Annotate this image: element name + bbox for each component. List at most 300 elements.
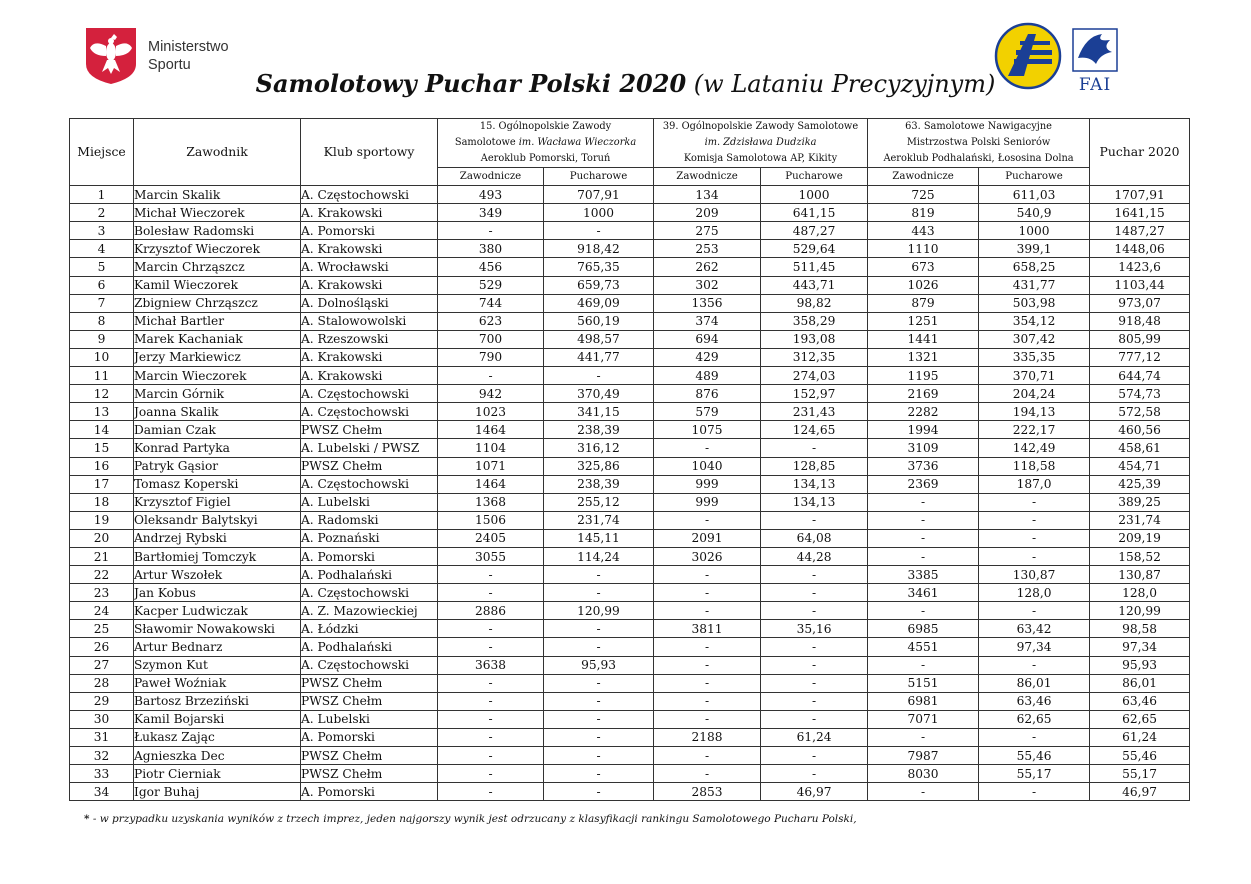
cell-event1-competition: 3055: [438, 547, 544, 565]
cell-place: 4: [70, 240, 134, 258]
cell-event2-cup: -: [761, 439, 868, 457]
cell-event1-competition: 700: [438, 330, 544, 348]
header-event-3: 63. Samolotowe Nawigacyjne Mistrzostwa Polski Seniorów Aeroklub Podhalański, Łososina Dolna: [868, 119, 1090, 168]
cell-event1-cup: 95,93: [544, 656, 654, 674]
cell-cup-total: 1423,6: [1090, 258, 1190, 276]
cell-event2-cup: 134,13: [761, 493, 868, 511]
cell-event2-competition: 2091: [654, 529, 761, 547]
cell-event2-cup: 641,15: [761, 204, 868, 222]
cell-place: 29: [70, 692, 134, 710]
cell-event3-competition: 2369: [868, 475, 979, 493]
cell-event1-competition: 380: [438, 240, 544, 258]
cell-event2-competition: 876: [654, 385, 761, 403]
cell-cup-total: 918,48: [1090, 312, 1190, 330]
cell-club: A. Radomski: [301, 511, 438, 529]
cell-place: 32: [70, 747, 134, 765]
cell-event2-cup: 44,28: [761, 547, 868, 565]
cell-cup-total: 460,56: [1090, 421, 1190, 439]
table-row: [70, 710, 1190, 728]
cell-event1-competition: -: [438, 674, 544, 692]
results-body: [70, 186, 1190, 801]
cell-event3-cup: -: [979, 547, 1090, 565]
cell-place: 8: [70, 312, 134, 330]
subheader-cup-points: Pucharowe: [979, 168, 1090, 186]
cell-event3-cup: 503,98: [979, 294, 1090, 312]
cell-event1-competition: 493: [438, 186, 544, 204]
cell-event3-competition: 725: [868, 186, 979, 204]
cell-club: PWSZ Chełm: [301, 747, 438, 765]
table-row: [70, 312, 1190, 330]
cell-place: 33: [70, 765, 134, 783]
cell-pilot: Marcin Chrząszcz: [134, 258, 301, 276]
cell-event2-cup: 312,35: [761, 348, 868, 366]
cell-event1-cup: 560,19: [544, 312, 654, 330]
cell-event3-competition: 5151: [868, 674, 979, 692]
subheader-competition: Zawodnicze: [438, 168, 544, 186]
header-event-1: 15. Ogólnopolskie Zawody Samolotowe im. Wacława Wieczorka Aeroklub Pomorski, Toruń: [438, 119, 654, 168]
cell-pilot: Marek Kachaniak: [134, 330, 301, 348]
cell-event1-cup: 316,12: [544, 439, 654, 457]
cell-event2-competition: 489: [654, 367, 761, 385]
cell-event2-cup: 128,85: [761, 457, 868, 475]
cell-event1-cup: -: [544, 367, 654, 385]
cell-event1-competition: -: [438, 783, 544, 801]
cell-event2-competition: 134: [654, 186, 761, 204]
cell-event3-cup: -: [979, 783, 1090, 801]
cell-event3-cup: 204,24: [979, 385, 1090, 403]
cell-event2-cup: -: [761, 710, 868, 728]
cell-place: 18: [70, 493, 134, 511]
cell-club: A. Częstochowski: [301, 656, 438, 674]
subheader-competition: Zawodnicze: [654, 168, 761, 186]
cell-event1-cup: 707,91: [544, 186, 654, 204]
table-row: [70, 475, 1190, 493]
cell-event2-competition: 579: [654, 403, 761, 421]
cell-event1-cup: -: [544, 566, 654, 584]
fai-eagle-icon: [1072, 28, 1118, 72]
cell-event3-competition: -: [868, 547, 979, 565]
header-pilot: Zawodnik: [134, 119, 301, 186]
cell-cup-total: 120,99: [1090, 602, 1190, 620]
cell-event3-cup: -: [979, 493, 1090, 511]
ministry-name-line2: Sportu: [148, 57, 191, 73]
cell-pilot: Krzysztof Wieczorek: [134, 240, 301, 258]
cell-pilot: Patryk Gąsior: [134, 457, 301, 475]
cell-event3-competition: 3736: [868, 457, 979, 475]
page-title: [0, 66, 1251, 102]
cell-event2-competition: -: [654, 511, 761, 529]
cell-pilot: Sławomir Nowakowski: [134, 620, 301, 638]
cell-place: 16: [70, 457, 134, 475]
cell-event3-competition: 443: [868, 222, 979, 240]
cell-pilot: Łukasz Zając: [134, 728, 301, 746]
cell-club: A. Pomorski: [301, 783, 438, 801]
ministry-name-line1: Ministerstwo: [148, 39, 229, 55]
cell-event1-competition: 1464: [438, 421, 544, 439]
cell-club: A. Krakowski: [301, 240, 438, 258]
cell-event1-competition: -: [438, 710, 544, 728]
cell-pilot: Oleksandr Balytskyi: [134, 511, 301, 529]
cell-event2-competition: -: [654, 747, 761, 765]
cell-pilot: Bolesław Radomski: [134, 222, 301, 240]
cell-event1-cup: -: [544, 584, 654, 602]
cell-event3-cup: 142,49: [979, 439, 1090, 457]
footnote-mark: *: [84, 813, 90, 825]
cell-event2-cup: -: [761, 584, 868, 602]
cell-event2-competition: 374: [654, 312, 761, 330]
cell-event2-competition: 694: [654, 330, 761, 348]
cell-event3-competition: 8030: [868, 765, 979, 783]
cell-event2-cup: -: [761, 765, 868, 783]
cell-club: PWSZ Chełm: [301, 692, 438, 710]
cell-pilot: Michał Bartler: [134, 312, 301, 330]
cell-event2-competition: -: [654, 638, 761, 656]
table-row: [70, 403, 1190, 421]
table-row: [70, 385, 1190, 403]
table-row: [70, 747, 1190, 765]
cell-pilot: Jerzy Markiewicz: [134, 348, 301, 366]
cell-place: 11: [70, 367, 134, 385]
cell-event3-competition: 3461: [868, 584, 979, 602]
cell-event1-cup: 255,12: [544, 493, 654, 511]
cell-pilot: Marcin Górnik: [134, 385, 301, 403]
cell-event3-cup: 540,9: [979, 204, 1090, 222]
cell-cup-total: 1103,44: [1090, 276, 1190, 294]
cell-event1-competition: -: [438, 692, 544, 710]
cell-cup-total: 62,65: [1090, 710, 1190, 728]
cell-event1-cup: -: [544, 765, 654, 783]
cell-event1-cup: 120,99: [544, 602, 654, 620]
cell-event1-competition: -: [438, 584, 544, 602]
cell-club: A. Stalowowolski: [301, 312, 438, 330]
cell-event1-competition: 1368: [438, 493, 544, 511]
cell-event2-cup: 529,64: [761, 240, 868, 258]
aeroklub-logo-icon: [994, 22, 1062, 90]
cell-club: A. Pomorski: [301, 222, 438, 240]
cell-event3-competition: -: [868, 602, 979, 620]
cell-cup-total: 130,87: [1090, 566, 1190, 584]
cell-event1-cup: 659,73: [544, 276, 654, 294]
cell-place: 25: [70, 620, 134, 638]
cell-event3-cup: 354,12: [979, 312, 1090, 330]
cell-club: A. Lubelski / PWSZ: [301, 439, 438, 457]
cell-club: A. Pomorski: [301, 547, 438, 565]
cell-event2-cup: 152,97: [761, 385, 868, 403]
cell-event2-competition: -: [654, 566, 761, 584]
cell-event3-cup: 55,17: [979, 765, 1090, 783]
cell-event3-competition: -: [868, 529, 979, 547]
cell-event1-competition: -: [438, 747, 544, 765]
cell-event2-competition: -: [654, 765, 761, 783]
table-row: [70, 674, 1190, 692]
footnote-text: - w przypadku uzyskania wyników z trzech imprez, jeden najgorszy wynik jest odrzucany z klasyfikacji rankingu Samolotowego Pucharu Polski,: [89, 813, 857, 825]
cell-event2-cup: -: [761, 511, 868, 529]
results-table: [69, 118, 1190, 801]
cell-event3-cup: 611,03: [979, 186, 1090, 204]
cell-place: 3: [70, 222, 134, 240]
cell-pilot: Kamil Bojarski: [134, 710, 301, 728]
cell-event1-competition: -: [438, 620, 544, 638]
cell-event2-cup: 64,08: [761, 529, 868, 547]
table-row: [70, 258, 1190, 276]
cell-event1-cup: -: [544, 783, 654, 801]
cell-event1-cup: 370,49: [544, 385, 654, 403]
cell-event2-competition: -: [654, 602, 761, 620]
table-row: [70, 529, 1190, 547]
cell-event1-cup: -: [544, 674, 654, 692]
cell-event3-cup: 128,0: [979, 584, 1090, 602]
cell-event3-cup: -: [979, 656, 1090, 674]
cell-event1-competition: 1506: [438, 511, 544, 529]
table-row: [70, 728, 1190, 746]
cell-cup-total: 55,46: [1090, 747, 1190, 765]
cell-place: 30: [70, 710, 134, 728]
cell-event2-cup: 61,24: [761, 728, 868, 746]
cell-event1-cup: -: [544, 710, 654, 728]
cell-place: 28: [70, 674, 134, 692]
cell-event2-competition: 1040: [654, 457, 761, 475]
cell-event1-cup: 114,24: [544, 547, 654, 565]
cell-event2-cup: 98,82: [761, 294, 868, 312]
cell-club: A. Częstochowski: [301, 403, 438, 421]
cell-place: 1: [70, 186, 134, 204]
table-row: [70, 783, 1190, 801]
cell-cup-total: 46,97: [1090, 783, 1190, 801]
cell-place: 14: [70, 421, 134, 439]
cell-event1-competition: 456: [438, 258, 544, 276]
cell-club: A. Częstochowski: [301, 385, 438, 403]
cell-cup-total: 1448,06: [1090, 240, 1190, 258]
cell-event2-cup: -: [761, 674, 868, 692]
table-row: [70, 457, 1190, 475]
cell-cup-total: 805,99: [1090, 330, 1190, 348]
header-club: Klub sportowy: [301, 119, 438, 186]
table-row: [70, 638, 1190, 656]
cell-event2-competition: 2188: [654, 728, 761, 746]
table-row: [70, 294, 1190, 312]
cell-event1-cup: 1000: [544, 204, 654, 222]
cell-cup-total: 973,07: [1090, 294, 1190, 312]
cell-place: 19: [70, 511, 134, 529]
title-main: Samolotowy Puchar Polski 2020: [255, 69, 687, 98]
cell-event3-cup: 130,87: [979, 566, 1090, 584]
cell-event1-cup: 238,39: [544, 475, 654, 493]
table-row: [70, 240, 1190, 258]
cell-event2-competition: 275: [654, 222, 761, 240]
cell-cup-total: 389,25: [1090, 493, 1190, 511]
cell-cup-total: 572,58: [1090, 403, 1190, 421]
cell-pilot: Andrzej Rybski: [134, 529, 301, 547]
cell-event1-cup: 325,86: [544, 457, 654, 475]
cell-club: A. Krakowski: [301, 348, 438, 366]
cell-club: A. Poznański: [301, 529, 438, 547]
cell-club: A. Lubelski: [301, 710, 438, 728]
cell-event2-competition: 429: [654, 348, 761, 366]
table-row: [70, 330, 1190, 348]
table-row: [70, 421, 1190, 439]
cell-event2-cup: 124,65: [761, 421, 868, 439]
cell-event3-competition: 673: [868, 258, 979, 276]
table-row: [70, 348, 1190, 366]
cell-event3-cup: 307,42: [979, 330, 1090, 348]
cell-club: A. Wrocławski: [301, 258, 438, 276]
cell-event3-competition: 819: [868, 204, 979, 222]
cell-pilot: Agnieszka Dec: [134, 747, 301, 765]
cell-event3-competition: 6985: [868, 620, 979, 638]
cell-event3-competition: 3109: [868, 439, 979, 457]
cell-pilot: Paweł Woźniak: [134, 674, 301, 692]
cell-event2-competition: -: [654, 710, 761, 728]
footnote: [84, 813, 857, 825]
cell-event2-cup: 231,43: [761, 403, 868, 421]
cell-event2-competition: 3811: [654, 620, 761, 638]
cell-event1-competition: 1023: [438, 403, 544, 421]
cell-place: 31: [70, 728, 134, 746]
cell-event3-cup: 431,77: [979, 276, 1090, 294]
cell-pilot: Bartosz Brzeziński: [134, 692, 301, 710]
cell-cup-total: 98,58: [1090, 620, 1190, 638]
cell-event2-cup: 1000: [761, 186, 868, 204]
cell-place: 10: [70, 348, 134, 366]
cell-pilot: Piotr Cierniak: [134, 765, 301, 783]
cell-pilot: Tomasz Koperski: [134, 475, 301, 493]
table-row: [70, 367, 1190, 385]
table-row: [70, 765, 1190, 783]
cell-place: 15: [70, 439, 134, 457]
cell-event1-competition: 942: [438, 385, 544, 403]
cell-club: A. Rzeszowski: [301, 330, 438, 348]
cell-event3-competition: 6981: [868, 692, 979, 710]
subheader-cup-points: Pucharowe: [544, 168, 654, 186]
cell-cup-total: 61,24: [1090, 728, 1190, 746]
cell-cup-total: 574,73: [1090, 385, 1190, 403]
cell-pilot: Joanna Skalik: [134, 403, 301, 421]
cell-event1-competition: -: [438, 222, 544, 240]
cell-event1-competition: 529: [438, 276, 544, 294]
cell-pilot: Szymon Kut: [134, 656, 301, 674]
cell-place: 9: [70, 330, 134, 348]
cell-cup-total: 644,74: [1090, 367, 1190, 385]
table-row: [70, 204, 1190, 222]
cell-event3-competition: 1441: [868, 330, 979, 348]
cell-event1-competition: 1104: [438, 439, 544, 457]
cell-club: A. Łódzki: [301, 620, 438, 638]
cell-cup-total: 128,0: [1090, 584, 1190, 602]
cell-cup-total: 425,39: [1090, 475, 1190, 493]
cell-event3-cup: -: [979, 728, 1090, 746]
cell-place: 7: [70, 294, 134, 312]
cell-event3-cup: -: [979, 529, 1090, 547]
cell-event1-cup: -: [544, 638, 654, 656]
cell-event1-competition: 349: [438, 204, 544, 222]
table-row: [70, 511, 1190, 529]
cell-event3-competition: 1026: [868, 276, 979, 294]
table-row: [70, 493, 1190, 511]
cell-event1-competition: 744: [438, 294, 544, 312]
cell-event3-competition: 4551: [868, 638, 979, 656]
cell-event3-cup: 86,01: [979, 674, 1090, 692]
cell-event2-competition: 253: [654, 240, 761, 258]
cell-event1-competition: -: [438, 728, 544, 746]
cell-event2-competition: 999: [654, 475, 761, 493]
cell-place: 22: [70, 566, 134, 584]
cell-event1-competition: 2405: [438, 529, 544, 547]
cell-event1-cup: 918,42: [544, 240, 654, 258]
cell-event1-competition: -: [438, 566, 544, 584]
cell-club: PWSZ Chełm: [301, 457, 438, 475]
cell-place: 26: [70, 638, 134, 656]
cell-event1-cup: 341,15: [544, 403, 654, 421]
header-cup: Puchar 2020: [1090, 119, 1190, 186]
cell-event1-cup: 238,39: [544, 421, 654, 439]
cell-event2-cup: 511,45: [761, 258, 868, 276]
cell-cup-total: 1487,27: [1090, 222, 1190, 240]
cell-event3-competition: 1110: [868, 240, 979, 258]
table-row: [70, 656, 1190, 674]
cell-pilot: Bartłomiej Tomczyk: [134, 547, 301, 565]
cell-event3-competition: -: [868, 783, 979, 801]
cell-event2-cup: 35,16: [761, 620, 868, 638]
cell-cup-total: 1641,15: [1090, 204, 1190, 222]
cell-pilot: Kacper Ludwiczak: [134, 602, 301, 620]
cell-club: A. Podhalański: [301, 566, 438, 584]
cell-cup-total: 454,71: [1090, 457, 1190, 475]
cell-place: 21: [70, 547, 134, 565]
cell-event1-cup: 765,35: [544, 258, 654, 276]
cell-place: 20: [70, 529, 134, 547]
cell-club: A. Krakowski: [301, 367, 438, 385]
cell-event2-cup: 443,71: [761, 276, 868, 294]
cell-event2-competition: 209: [654, 204, 761, 222]
cell-event2-competition: 2853: [654, 783, 761, 801]
cell-event3-competition: -: [868, 493, 979, 511]
cell-event2-competition: -: [654, 656, 761, 674]
cell-event3-cup: 658,25: [979, 258, 1090, 276]
cell-event1-cup: -: [544, 728, 654, 746]
cell-place: 6: [70, 276, 134, 294]
cell-event2-cup: -: [761, 692, 868, 710]
cell-event3-cup: -: [979, 602, 1090, 620]
cell-event2-competition: 1356: [654, 294, 761, 312]
fai-logo: [1072, 28, 1118, 95]
cell-club: PWSZ Chełm: [301, 674, 438, 692]
cell-event3-competition: 7987: [868, 747, 979, 765]
cell-event2-cup: 487,27: [761, 222, 868, 240]
table-row: [70, 276, 1190, 294]
table-row: [70, 439, 1190, 457]
cell-event1-cup: -: [544, 222, 654, 240]
cell-event3-competition: 1195: [868, 367, 979, 385]
cell-event2-cup: 46,97: [761, 783, 868, 801]
cell-event2-competition: 1075: [654, 421, 761, 439]
cell-event3-cup: 187,0: [979, 475, 1090, 493]
cell-event3-competition: 1994: [868, 421, 979, 439]
cell-club: A. Częstochowski: [301, 475, 438, 493]
cell-event2-competition: -: [654, 692, 761, 710]
cell-club: A. Lubelski: [301, 493, 438, 511]
cell-cup-total: 97,34: [1090, 638, 1190, 656]
cell-pilot: Kamil Wieczorek: [134, 276, 301, 294]
cell-event3-cup: 63,46: [979, 692, 1090, 710]
cell-club: A. Krakowski: [301, 276, 438, 294]
cell-event2-competition: -: [654, 674, 761, 692]
table-row: [70, 566, 1190, 584]
cell-event2-competition: -: [654, 439, 761, 457]
cell-cup-total: 158,52: [1090, 547, 1190, 565]
title-subtitle: (w Lataniu Precyzyjnym): [686, 70, 996, 98]
cell-event2-competition: 999: [654, 493, 761, 511]
cell-event1-competition: 3638: [438, 656, 544, 674]
